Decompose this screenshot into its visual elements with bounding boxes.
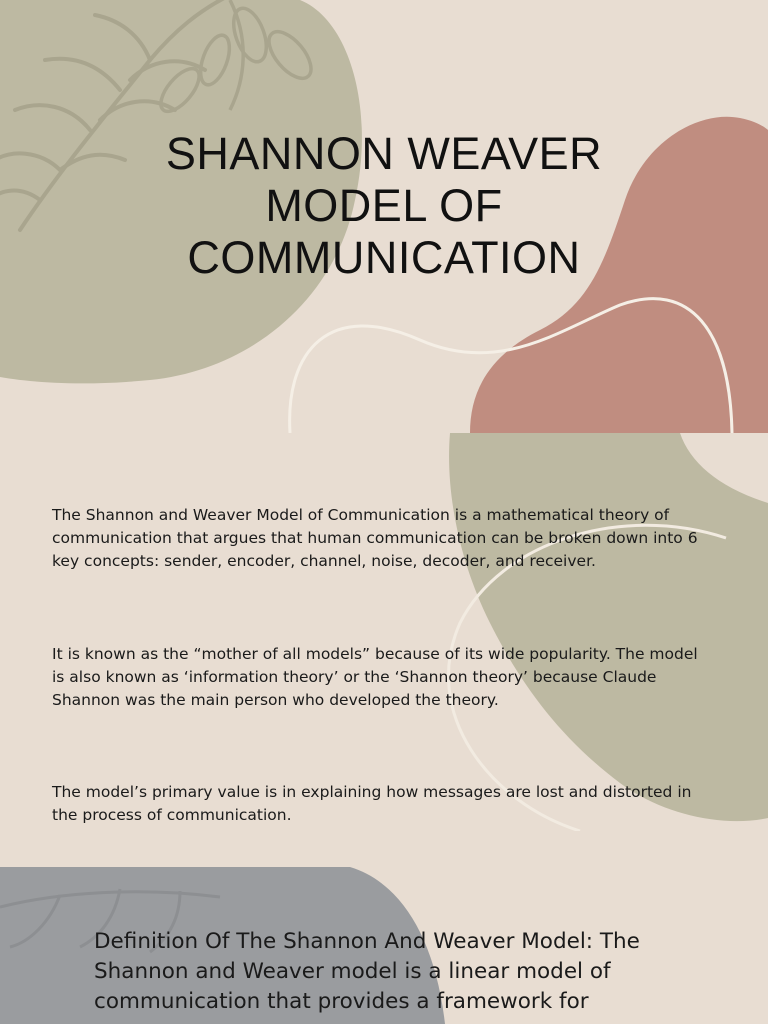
slide-definition: [0, 867, 768, 1024]
slide-overview: [0, 433, 768, 831]
overview-paragraph-2: It is known as the “mother of all models” because of its wide popularity. The model is also known as ‘information theory’ or the ‘Shannon theory’ because Claude Shannon was the main person who developed the theory.: [52, 645, 698, 709]
sage-blob-right: [449, 433, 768, 821]
overview-paragraph-3: The model’s primary value is in explaining how messages are lost and distorted in the process of communication.: [52, 783, 692, 824]
slide-title: [0, 0, 768, 433]
page-title: [0, 128, 768, 284]
slide-gap: [0, 832, 768, 867]
overview-background-shapes: [0, 433, 768, 831]
title-text: SHANNON WEAVER MODEL OF COMMUNICATION: [165, 128, 603, 283]
definition-text: Definition Of The Shannon And Weaver Model: The Shannon and Weaver model is a linear model of communication that provides a framework for: [94, 929, 640, 1014]
overview-paragraph-1: The Shannon and Weaver Model of Communication is a mathematical theory of communication that argues that human communication can be broken down into 6 key concepts: sender, encoder, channel, noise, decoder, and receiver.: [52, 506, 698, 570]
